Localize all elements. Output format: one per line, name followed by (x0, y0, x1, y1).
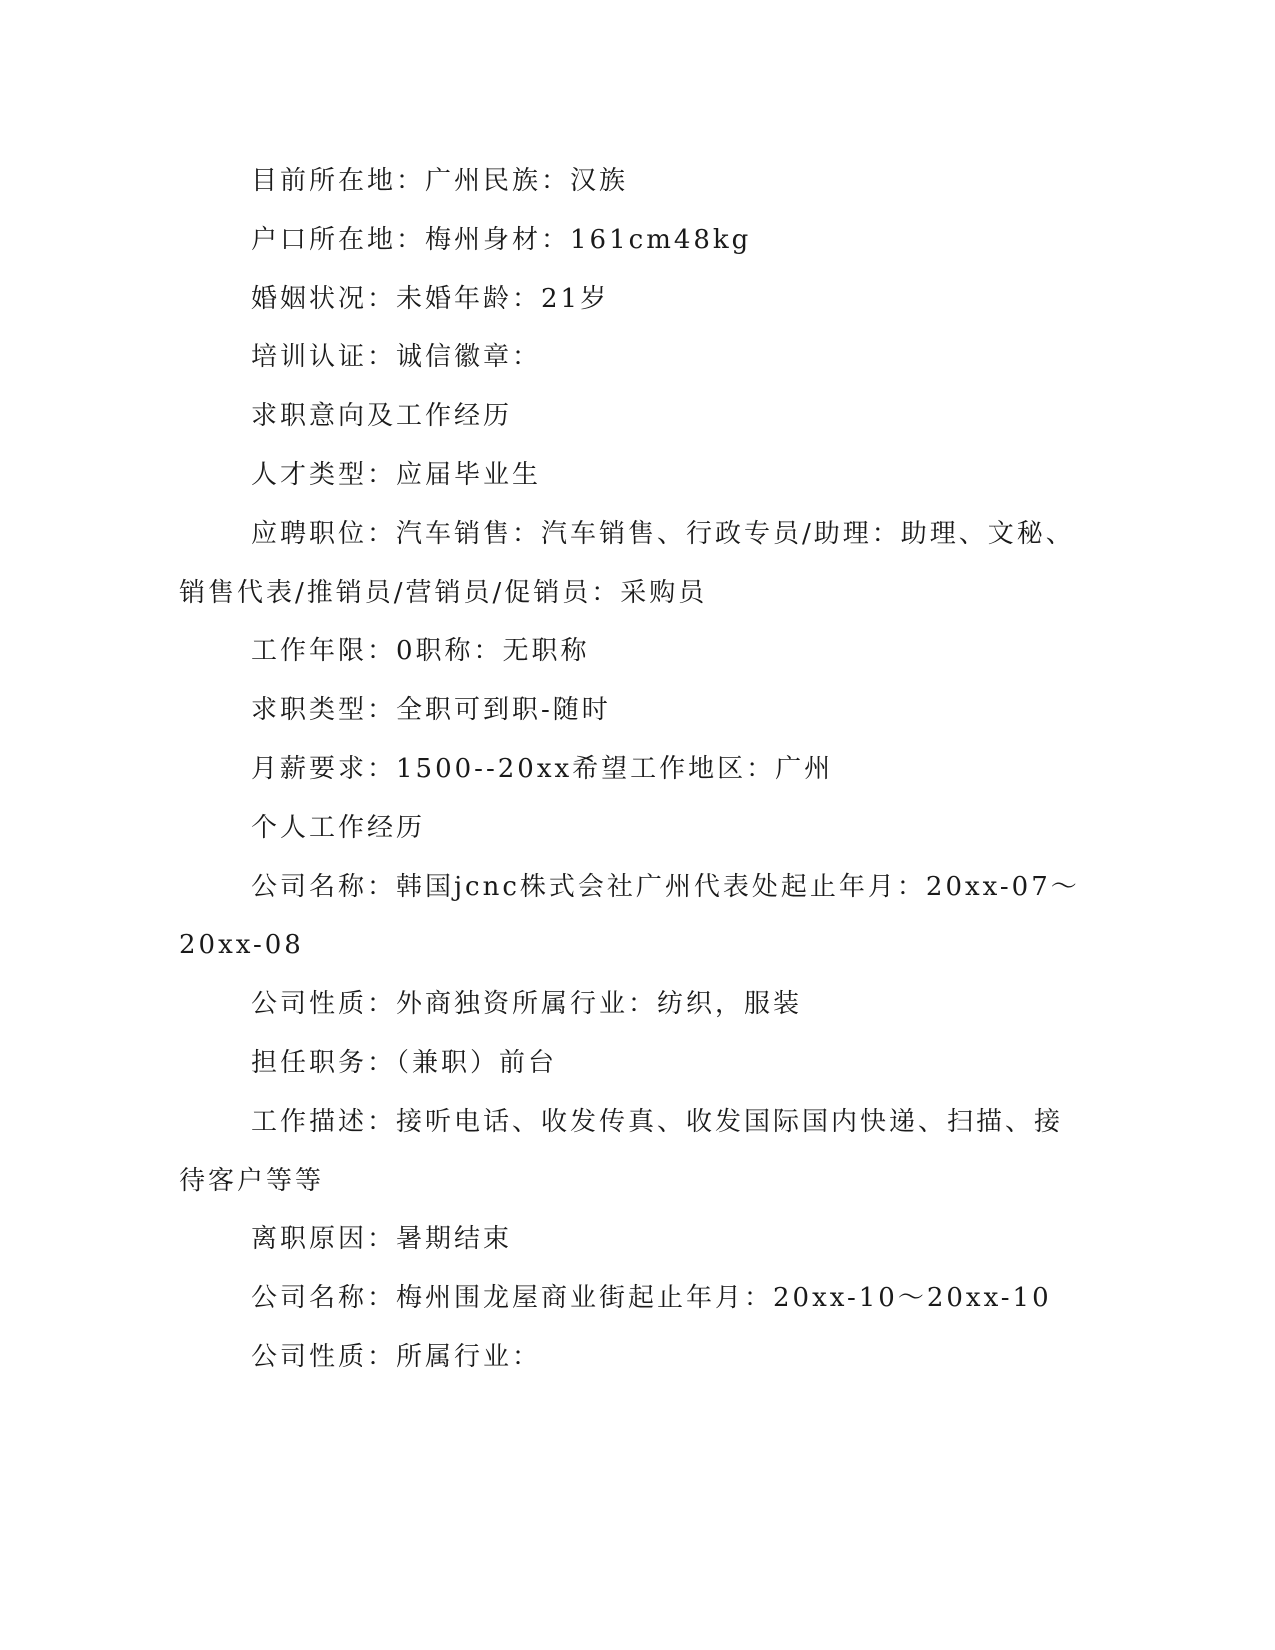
marital-status-line: 婚姻状况：未婚年龄：21岁 (251, 284, 610, 314)
certification-line: 培训认证：诚信徽章： (251, 342, 542, 372)
company-name-line-2: 公司名称：梅州围龙屋商业街起止年月：20xx-10～20xx-10 (251, 1283, 1052, 1313)
company-nature-line: 公司性质：外商独资所属行业：纺织，服装 (251, 989, 803, 1019)
company-nature-line-2: 公司性质：所属行业： (251, 1342, 542, 1372)
salary-line: 月薪要求：1500--20xx希望工作地区：广州 (251, 754, 834, 784)
section-heading-experience: 个人工作经历 (251, 813, 426, 843)
work-years-line: 工作年限：0职称：无职称 (251, 636, 590, 666)
location-line: 目前所在地：广州民族：汉族 (251, 166, 629, 196)
applied-position-line: 应聘职位：汽车销售：汽车销售、行政专员/助理：助理、文秘、 (251, 519, 1075, 549)
talent-type-line: 人才类型：应届毕业生 (251, 460, 542, 490)
company-name-line: 公司名称：韩国jcnc株式会社广州代表处起止年月：20xx-07～ (251, 872, 1080, 902)
job-description-line-cont: 待客户等等 (179, 1166, 325, 1196)
hukou-line: 户口所在地：梅州身材：161cm48kg (251, 225, 752, 255)
job-description-line: 工作描述：接听电话、收发传真、收发国际国内快递、扫描、接 (251, 1107, 1064, 1137)
position-held-line: 担任职务：（兼职）前台 (251, 1048, 558, 1078)
section-heading-intent: 求职意向及工作经历 (251, 401, 513, 431)
job-type-line: 求职类型：全职可到职-随时 (251, 695, 611, 725)
applied-position-line-cont: 销售代表/推销员/营销员/促销员：采购员 (179, 578, 708, 608)
company-name-line-cont: 20xx-08 (179, 930, 304, 960)
leave-reason-line: 离职原因：暑期结束 (251, 1224, 513, 1254)
